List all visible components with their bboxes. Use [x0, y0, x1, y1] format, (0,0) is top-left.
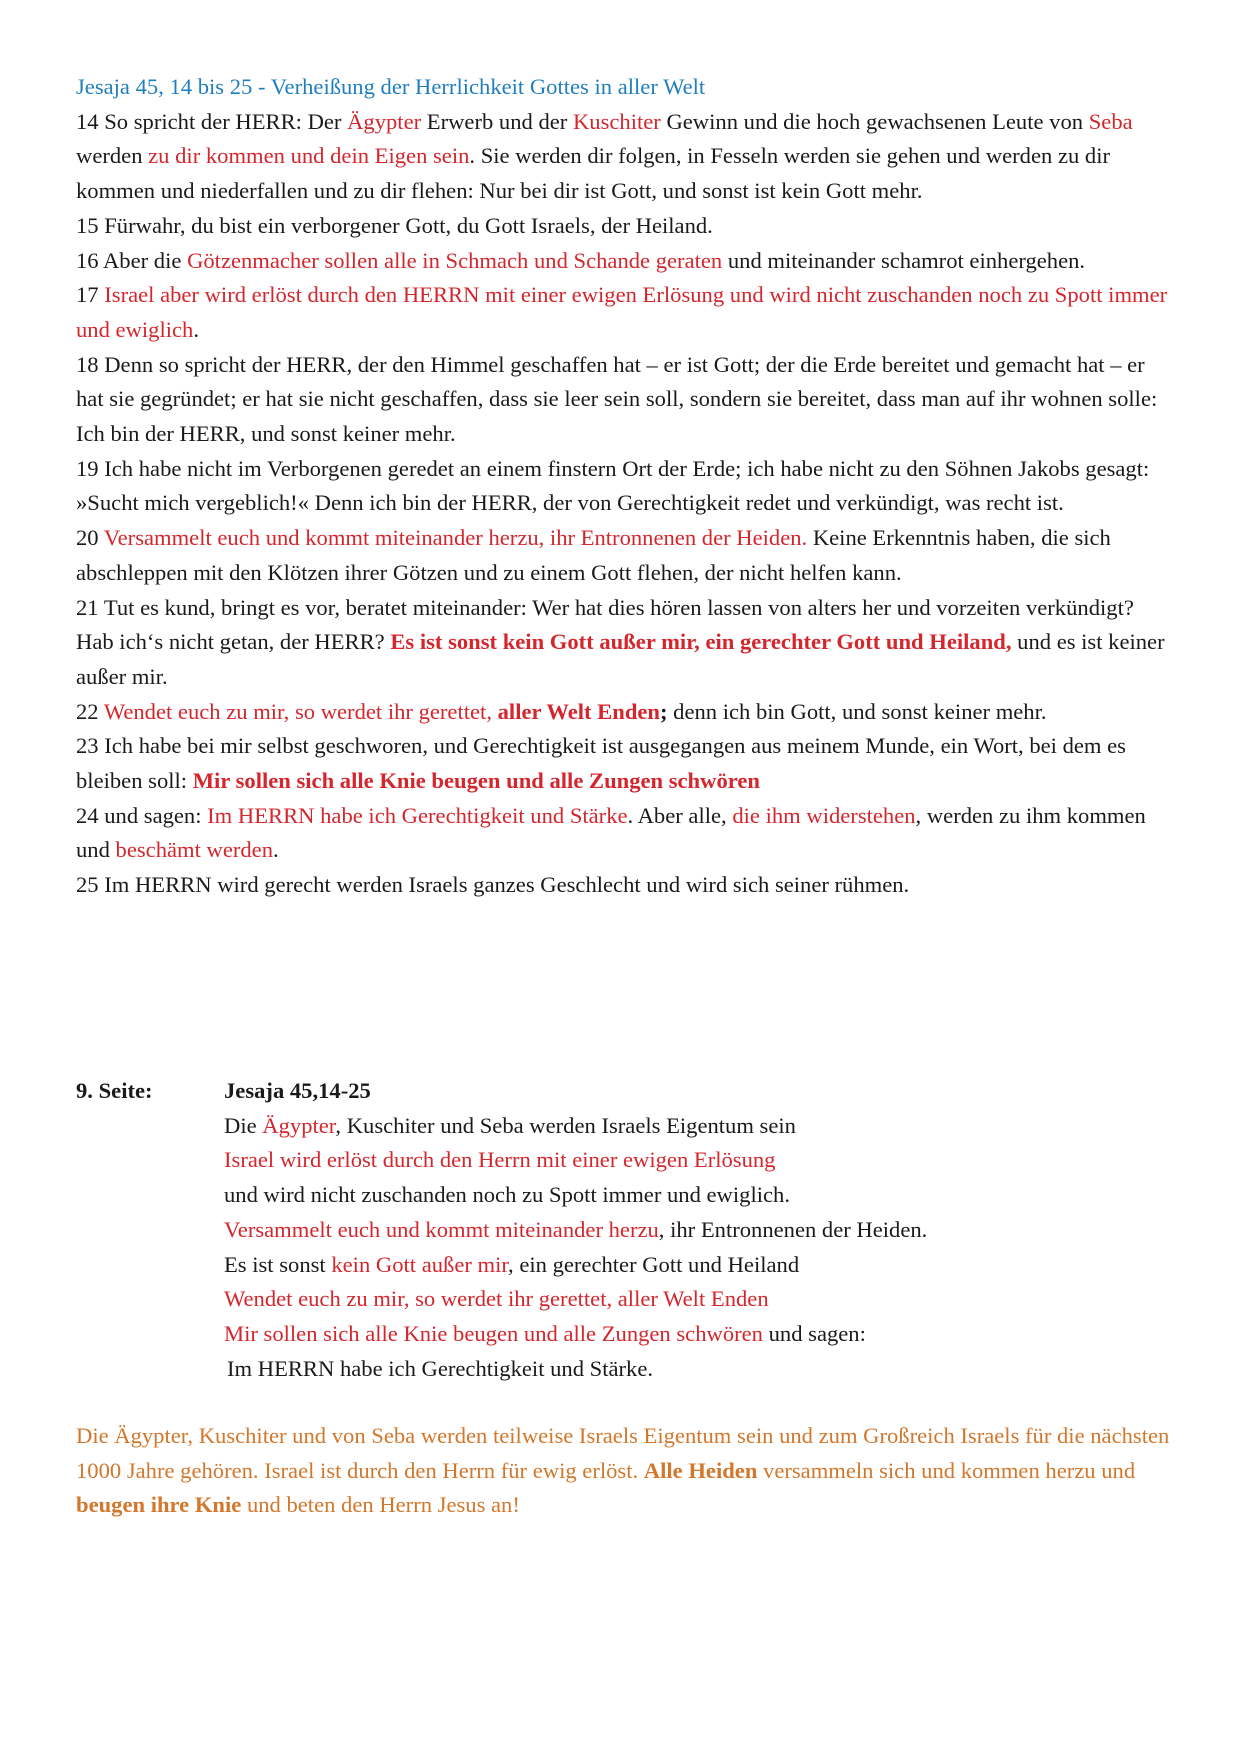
highlight: Israel aber wird erlöst durch den HERRN mit einer ewigen Erlösung und wird nicht zuschanden noch zu Spott immer und ewiglich — [76, 282, 1168, 342]
summary-line-5 — [224, 1248, 1184, 1283]
verse-text: und miteinander schamrot einhergehen. — [722, 247, 1086, 273]
verse-15: 15 Fürwahr, du bist ein verborgener Gott, du Gott Israels, der Heiland. — [76, 212, 713, 238]
verse-text: 16 Aber die — [76, 247, 188, 273]
verse-text: 24 und sagen: — [76, 802, 208, 828]
verse-text: Gewinn und die hoch gewachsenen Leute von — [660, 108, 1089, 134]
bold-highlight: aller Welt Enden — [491, 698, 660, 724]
highlight: Ägypter — [262, 1112, 336, 1138]
verse-text: . — [273, 837, 279, 863]
bible-passage — [76, 70, 1176, 903]
highlight: Seba — [1088, 108, 1133, 134]
summary-heading: Jesaja 45,14-25 — [224, 1078, 371, 1103]
verse-text: denn ich bin Gott, und sonst keiner mehr. — [667, 698, 1047, 724]
commentary-text: und beten den Herrn Jesus an! — [241, 1492, 520, 1518]
highlight: Wendet euch zu mir, so werdet ihr gerettet, — [103, 698, 492, 724]
verse-21 — [76, 591, 1176, 695]
verse-text: . — [193, 316, 199, 342]
verse-20 — [76, 521, 1176, 590]
summary-line-6: Wendet euch zu mir, so werdet ihr gerettet, aller Welt Enden — [224, 1286, 769, 1312]
verse-text: 14 So spricht der HERR: Der — [76, 108, 348, 134]
verse-17 — [76, 278, 1176, 347]
highlight: Versammelt euch und kommt miteinander herzu — [224, 1216, 659, 1242]
verse-24 — [76, 799, 1176, 868]
verse-text: . Sie werden dir folgen, in Fesseln werden sie gehen und werden zu dir kommen und niederfallen und zu dir flehen: Nur bei dir ist Gott, und sonst ist kein Gott mehr. — [76, 143, 1111, 204]
summary-text: , Kuschiter und Seba werden Israels Eigentum sein — [335, 1112, 796, 1138]
summary-text: , ein gerechter Gott und Heiland — [508, 1251, 800, 1277]
summary-line-1 — [224, 1109, 1184, 1144]
verse-text: und es ist keiner außer mir. — [76, 629, 1165, 689]
verse-18: 18 Denn so spricht der HERR, der den Himmel geschaffen hat – er ist Gott; der die Erde bereitet und gemacht hat – er hat sie gegründet; er hat sie nicht geschaffen, dass sie leer sein soll, sondern sie bereitet, dass man auf ihr wohnen solle: Ich bin der HERR, und sonst keiner mehr. — [76, 351, 1158, 447]
summary-lines — [224, 1074, 1184, 1386]
summary-text: und sagen: — [762, 1320, 866, 1346]
verse-text: 17 — [76, 282, 105, 308]
highlight: zu dir kommen und dein Eigen sein — [148, 143, 470, 169]
highlight: Kuschiter — [572, 108, 661, 134]
commentary-text: versammeln sich und kommen herzu und — [757, 1457, 1136, 1483]
verse-text: Keine Erkenntnis haben, die sich abschleppen mit den Klötzen ihrer Götzen und zu einem Gott flehen, der nicht helfen kann. — [76, 525, 1111, 585]
verse-text: werden — [76, 143, 149, 169]
verse-text: 21 Tut es kund, bringt es vor, beratet miteinander: Wer hat dies hören lassen von alters her und vorzeiten verkündigt? Hab ich‘s nicht getan, der HERR? — [76, 594, 1134, 655]
verse-text: , werden zu ihm kommen und — [76, 802, 1146, 863]
bold-highlight: Mir sollen sich alle Knie beugen und alle Zungen schwören — [192, 768, 760, 794]
summary-line-7 — [224, 1317, 1184, 1352]
verse-text: 22 — [76, 698, 104, 724]
verse-22 — [76, 695, 1176, 730]
highlight: Ägypter — [347, 108, 422, 134]
verse-text: 20 — [76, 525, 104, 551]
verse-text: . Aber alle, — [627, 802, 733, 828]
summary-text: , ihr Entronnenen der Heiden. — [658, 1216, 928, 1242]
bold-commentary: Alle Heiden — [643, 1457, 758, 1483]
verse-text: Erwerb und der — [421, 108, 573, 134]
verse-14 — [76, 105, 1176, 209]
summary-page-label: 9. Seite: — [76, 1078, 153, 1103]
verse-25: 25 Im HERRN wird gerecht werden Israels ganzes Geschlecht und wird sich seiner rühmen. — [76, 872, 910, 898]
verse-19: 19 Ich habe nicht im Verborgenen geredet an einem finstern Ort der Erde; ich habe nicht zu den Söhnen Jakobs gesagt: »Sucht mich vergeblich!« Denn ich bin der HERR, der von Gerechtigkeit redet und verkündigt, was recht ist. — [76, 455, 1150, 516]
highlight: kein Gott außer mir — [331, 1251, 509, 1277]
summary-line-2: Israel wird erlöst durch den Herrn mit einer ewigen Erlösung — [224, 1147, 776, 1173]
highlight: die ihm widerstehen — [732, 802, 916, 828]
summary-line-8: Im HERRN habe ich Gerechtigkeit und Stärke. — [227, 1355, 654, 1381]
summary-text: Die — [224, 1112, 263, 1138]
verse-text: 23 Ich habe bei mir selbst geschworen, und Gerechtigkeit ist ausgegangen aus meinem Munde, ein Wort, bei dem es bleiben soll: — [76, 733, 1126, 794]
highlight: beschämt werden — [115, 837, 274, 863]
verse-16 — [76, 244, 1176, 279]
bold-text: ; — [659, 698, 668, 724]
highlight: Mir sollen sich alle Knie beugen und alle Zungen schwören — [224, 1320, 763, 1346]
highlight: Im HERRN habe ich Gerechtigkeit und Stärke — [207, 802, 628, 828]
bold-commentary: beugen ihre Knie — [76, 1492, 242, 1518]
highlight: Götzenmacher sollen alle in Schmach und Schande geraten — [187, 247, 723, 273]
summary-line-4 — [224, 1213, 1184, 1248]
commentary-text: Die Ägypter, Kuschiter und von Seba werden teilweise Israels Eigentum sein und zum Großreich Israels für die nächsten 1000 Jahre gehören. Israel ist durch den Herrn für ewig erlöst. — [76, 1423, 1170, 1483]
bold-highlight: Es ist sonst kein Gott außer mir, ein gerechter Gott und Heiland, — [390, 629, 1012, 655]
summary-text: Es ist sonst — [224, 1251, 332, 1277]
summary-line-3: und wird nicht zuschanden noch zu Spott immer und ewiglich. — [224, 1182, 790, 1208]
highlight: Versammelt euch und kommt miteinander herzu, ihr Entronnenen der Heiden. — [103, 525, 808, 551]
closing-commentary — [76, 1419, 1176, 1523]
verse-23 — [76, 729, 1176, 798]
passage-title: Jesaja 45, 14 bis 25 - Verheißung der Herrlichkeit Gottes in aller Welt — [76, 74, 706, 99]
